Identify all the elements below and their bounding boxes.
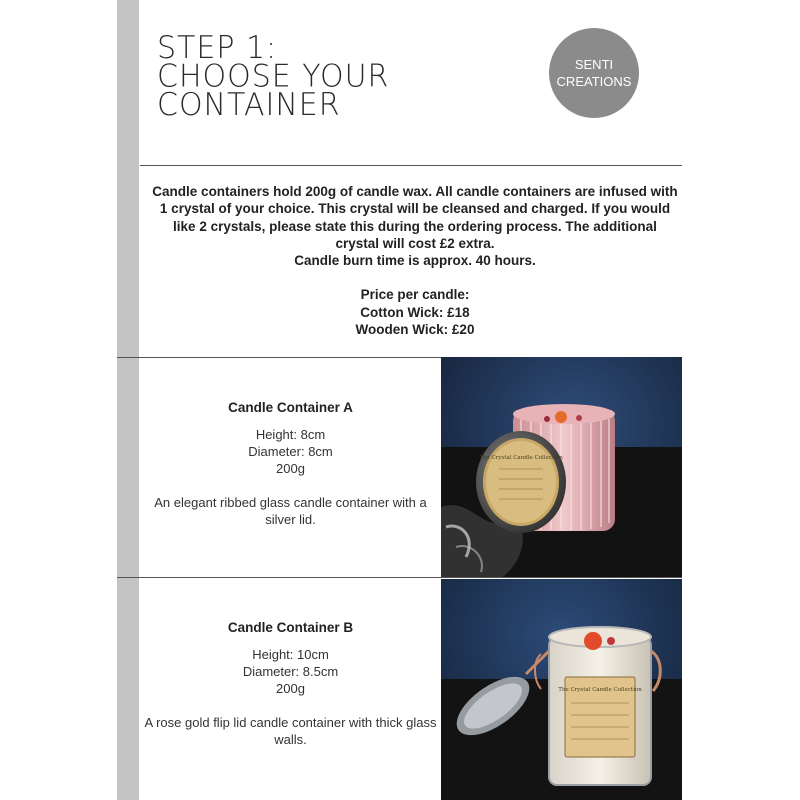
container-b-height: Height: 10cm [252, 647, 329, 662]
logo-line-2: CREATIONS [556, 74, 632, 89]
container-b-card [140, 619, 441, 748]
container-b-description: A rose gold flip lid candle container with thick glass walls. [144, 715, 437, 747]
container-a-description: An elegant ribbed glass candle container with a silver lid. [154, 495, 427, 527]
container-b-photo [441, 579, 682, 800]
container-b-diameter: Diameter: 8.5cm [242, 664, 339, 679]
section-divider-b [117, 577, 682, 578]
intro-section [150, 183, 680, 338]
intro-burn-time: Candle burn time is approx. 40 hours. [294, 253, 536, 269]
page-title: STEP 1: CHOOSE YOUR CONTAINER [157, 29, 390, 124]
header-divider [140, 165, 682, 166]
logo-line-1: SENTI [574, 57, 614, 72]
container-a-card [140, 399, 441, 528]
jar-label-b: The Crystal Candle Collection [558, 687, 642, 693]
left-sidebar-bar [117, 0, 139, 800]
container-b-name: Candle Container B [227, 620, 354, 635]
brand-logo [549, 28, 639, 118]
lid-label-a: The Crystal Candle Collection [479, 455, 563, 461]
container-a-name: Candle Container A [228, 400, 353, 415]
price-cotton-wick: Cotton Wick: £18 [360, 304, 470, 320]
container-a-diameter: Diameter: 8cm [248, 444, 333, 459]
intro-description: Candle containers hold 200g of candle wax. All candle containers are infused with 1 crystal of your choice. This crystal will be cleansed and charged. If you would like 2 crystals, please state this during the ordering process. The additional crystal will cost £2 extra. [152, 184, 678, 251]
container-a-photo [441, 357, 682, 578]
price-heading: Price per candle: [360, 287, 470, 303]
container-a-weight: 200g [276, 461, 305, 476]
container-a-height: Height: 8cm [255, 427, 326, 442]
price-wooden-wick: Wooden Wick: £20 [355, 322, 475, 338]
container-b-weight: 200g [276, 681, 305, 696]
